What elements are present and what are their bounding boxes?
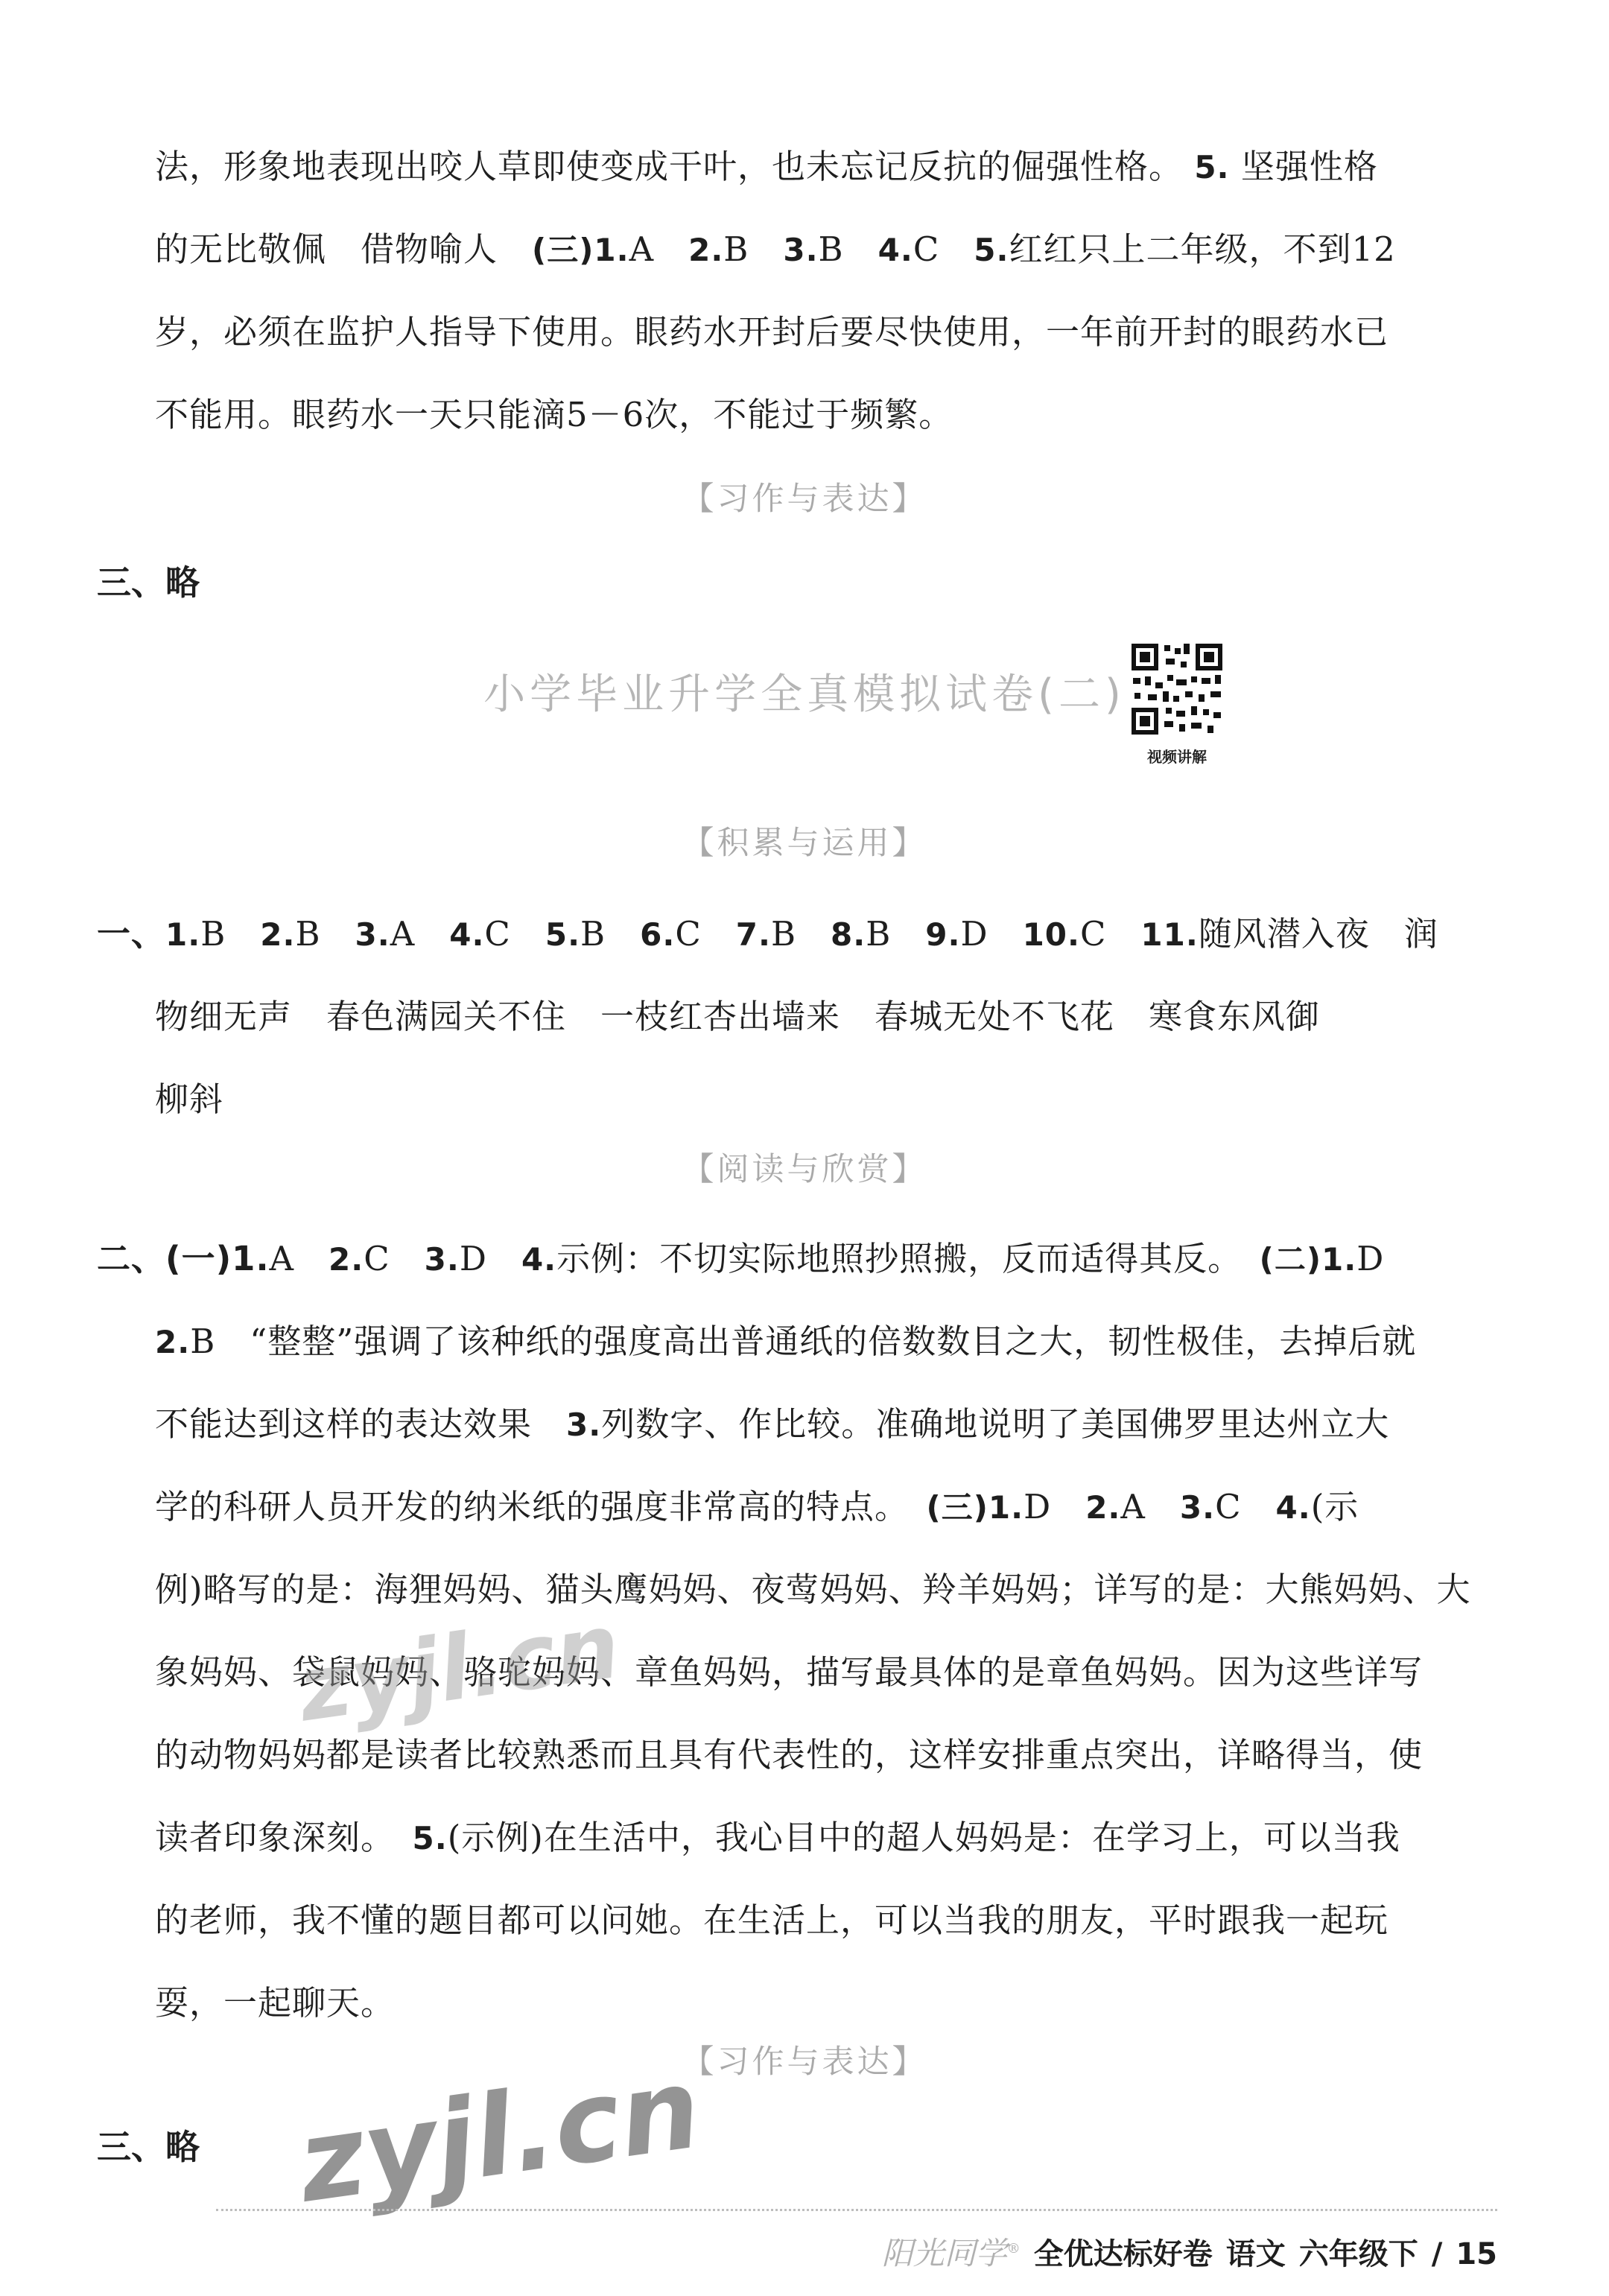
- qr-code-icon[interactable]: [1129, 641, 1225, 738]
- paragraph-line: 不能用。眼药水一天只能滴5－6次，不能过于频繁。: [155, 395, 953, 434]
- answer-choice: B: [295, 914, 355, 954]
- qr-caption: 视频讲解: [1147, 748, 1207, 766]
- paragraph-line: 法，形象地表现出咬人草即使变成干叶，也未忘记反抗的倔强性格。 5. 坚强性格: [155, 147, 1378, 186]
- book-title: 全优达标好卷: [1033, 2237, 1213, 2271]
- question-number: 6.: [640, 916, 676, 953]
- page-number: 15: [1456, 2237, 1497, 2271]
- question-number: 8.: [831, 916, 866, 953]
- question-number: 10.: [1022, 916, 1080, 953]
- footer: [882, 2229, 1497, 2274]
- watermark: zyjl.cn: [291, 2043, 708, 2228]
- paragraph-line: 象妈妈、袋鼠妈妈、骆驼妈妈、章鱼妈妈，描写最具体的是章鱼妈妈。因为这些详写: [155, 1652, 1424, 1692]
- brand-logo: 阳光同学®: [881, 2235, 1021, 2271]
- paragraph-line: 的无比敬佩 借物喻人 (三)1.A 2.B 3.B 4.C 5.红红只上二年级，不到12: [155, 229, 1396, 269]
- section-label-reading: 【阅读与欣赏】: [682, 1151, 927, 1188]
- answer-choice: C: [484, 914, 545, 954]
- section-label-writing: 【习作与表达】: [682, 481, 927, 518]
- question-number: 3.: [355, 916, 390, 953]
- answer-choice: B: [770, 914, 831, 954]
- paragraph-line: 的动物妈妈都是读者比较熟悉而且具有代表性的，这样安排重点突出，详略得当，使: [155, 1735, 1424, 1775]
- paragraph-line: 学的科研人员开发的纳米纸的强度非常高的特点。 (三)1.D 2.A 3.C 4.(示: [155, 1487, 1359, 1526]
- question-number: 7.: [735, 916, 771, 953]
- paragraph-line: 物细无声 春色满园关不住 一枝红杏出墙来 春城无处不飞花 寒食东风御: [155, 997, 1321, 1036]
- footer-divider: [216, 2209, 1497, 2211]
- question-number: 1.: [165, 916, 201, 953]
- paragraph-line: 耍，一起聊天。: [155, 1983, 396, 2023]
- question-number: 5.: [545, 916, 581, 953]
- answer-choice: B: [200, 914, 261, 954]
- section-label-accumulation: 【积累与运用】: [682, 825, 927, 862]
- paragraph-line: 读者印象深刻。 5.(示例)在生活中，我心目中的超人妈妈是：在学习上，可以当我: [155, 1818, 1400, 1857]
- grade: 六年级下: [1298, 2237, 1418, 2271]
- paragraph-line: 柳斜: [155, 1079, 224, 1119]
- paragraph-line: 的老师，我不懂的题目都可以问她。在生活上，可以当我的朋友，平时跟我一起玩: [155, 1900, 1389, 1940]
- section-label-writing: 【习作与表达】: [682, 2043, 927, 2081]
- answer-choice: D: [960, 914, 1023, 954]
- exam-title: 小学毕业升学全真模拟试卷(二): [483, 670, 1126, 719]
- question-number: 4.: [449, 916, 485, 953]
- question-number: 2.: [260, 916, 296, 953]
- part-three-head: 三、略: [97, 2127, 200, 2167]
- watermark: zyjl.cn: [292, 1594, 626, 1742]
- choice-answers: [165, 914, 1140, 954]
- answer-choice: A: [390, 914, 450, 954]
- paragraph-line: 二、(一)1.A 2.C 3.D 4.示例：不切实际地照抄照搬，反而适得其反。 (二)1.D: [97, 1239, 1385, 1278]
- subject: 语文: [1225, 2237, 1286, 2271]
- paragraph-line: 例)略写的是：海狸妈妈、猫头鹰妈妈、夜莺妈妈、羚羊妈妈；详写的是：大熊妈妈、大: [155, 1570, 1471, 1609]
- answer-choice: B: [580, 914, 641, 954]
- page-separator: /: [1431, 2237, 1443, 2271]
- answer-choice: C: [1079, 914, 1141, 954]
- question-number: 9.: [925, 916, 961, 953]
- answer-choice: C: [675, 914, 736, 954]
- paragraph-line: 岁，必须在监护人指导下使用。眼药水开封后要尽快使用，一年前开封的眼药水已: [155, 312, 1389, 352]
- paragraph-line: 一、1.B 2.B 3.A 4.C 5.B 6.C 7.B 8.B 9.D 10.C 11.随风潜入夜 润: [97, 914, 1438, 954]
- part-three-head: 三、略: [97, 562, 200, 603]
- paragraph-line: 不能达到这样的表达效果 3.列数字、作比较。准确地说明了美国佛罗里达州立大: [155, 1404, 1390, 1444]
- paragraph-line: 2.B “整整”强调了该种纸的强度高出普通纸的倍数数目之大，韧性极佳，去掉后就: [155, 1322, 1417, 1361]
- answer-choice: B: [866, 914, 926, 954]
